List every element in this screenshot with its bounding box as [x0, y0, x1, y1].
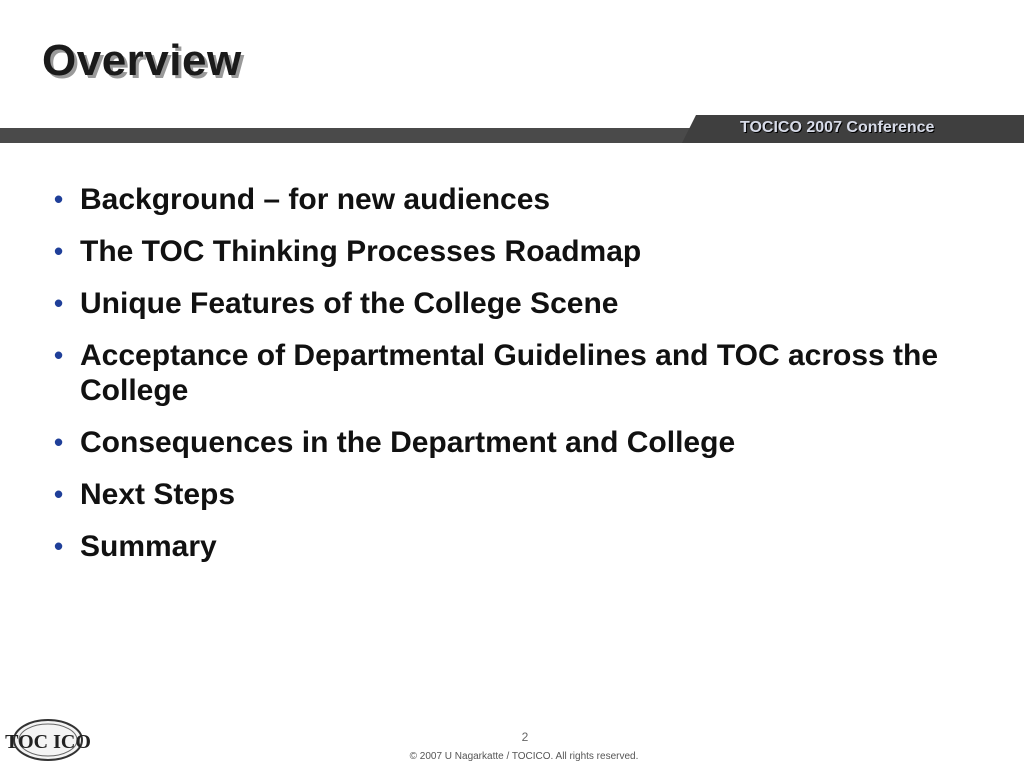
bullet-text: Consequences in the Department and College — [80, 426, 736, 459]
logo-text: TOC ICO — [5, 731, 91, 753]
bullet-text: Unique Features of the College Scene — [80, 287, 619, 320]
tocico-logo-icon — [5, 718, 91, 762]
bullet-text: Background – for new audiences — [80, 183, 551, 216]
bullet-text: The TOC Thinking Processes Roadmap — [80, 235, 642, 268]
copyright-notice: © 2007 U Nagarkatte / TOCICO. All rights reserved. — [409, 751, 639, 762]
bullet-item — [54, 477, 954, 512]
tocico-logo — [5, 718, 91, 762]
bullet-icon: • — [54, 288, 64, 318]
bullet-item — [54, 338, 954, 408]
bullet-list — [54, 182, 954, 581]
conference-label: TOCICO 2007 Conference — [740, 119, 935, 136]
bullet-icon: • — [54, 184, 64, 214]
bullet-text: Acceptance of Departmental Guidelines and TOC across the College — [80, 339, 939, 407]
bullet-item — [54, 529, 954, 564]
bullet-item — [54, 234, 954, 269]
bullet-icon: • — [54, 531, 64, 561]
bullet-text: Next Steps — [80, 478, 236, 511]
bullet-icon: • — [54, 236, 64, 266]
bullet-item — [54, 182, 954, 217]
bullet-icon: • — [54, 427, 64, 457]
page-number: 2 — [521, 730, 529, 744]
bullet-icon: • — [54, 479, 64, 509]
bullet-item — [54, 286, 954, 321]
bullet-icon: • — [54, 340, 64, 370]
bullet-item — [54, 425, 954, 460]
slide-title: Overview — [42, 36, 242, 85]
bullet-text: Summary — [80, 530, 217, 563]
